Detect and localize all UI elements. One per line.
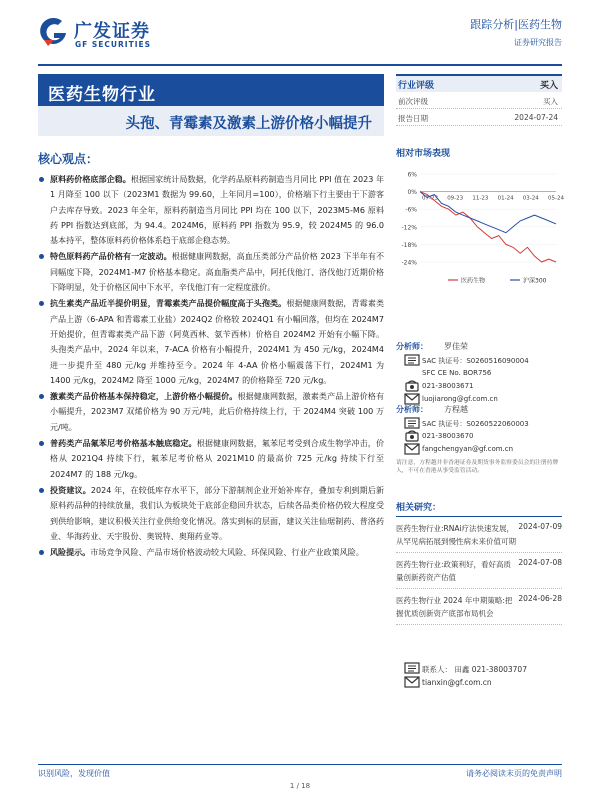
rating-label: 行业评级 (398, 81, 435, 91)
y-tick-label: 6% (407, 171, 417, 179)
phone-icon (404, 380, 420, 392)
header-divider (38, 64, 562, 66)
report-headline: 头孢、青霉素及激素上游价格小幅提升 (125, 116, 372, 132)
related-title[interactable]: 医药生物行业 2024 年中期策略:把握优质创新资产底部布局机会 (396, 596, 513, 618)
y-tick-label: -12% (401, 224, 417, 232)
legend-label: 沪深300 (523, 277, 547, 285)
brand-logo (38, 14, 178, 54)
point-lead: 抗生素类产品近半提价明显，青霉素类产品提价幅度高于头孢类。 (50, 299, 287, 309)
footer-slogan: 识别风险，发现价值 (38, 769, 110, 778)
id-card-icon (404, 417, 420, 429)
analyst-name: 方程越 (444, 405, 468, 414)
brand-name-en: GF SECURITIES (75, 40, 152, 49)
analyst-2 (396, 403, 562, 456)
related-item[interactable] (396, 522, 562, 553)
contact-line: 联系人： 田鑫 021-38003707 (422, 665, 527, 674)
analyst-email[interactable]: luojiarong@gf.com.cn (422, 395, 498, 403)
report-date-row (396, 109, 562, 126)
report-date-value: 2024-07-24 (514, 113, 558, 122)
y-tick-label: -6% (405, 206, 417, 214)
point-lead: 原料药价格底部企稳。 (50, 175, 131, 184)
point-text: 市场竞争风险、产品市场价格波动较大风险、环保风险、行业产业政策风险。 (90, 548, 364, 558)
point-lead: 投资建议。 (50, 485, 91, 495)
x-tick-label: 09-23 (447, 195, 464, 202)
point-item (38, 389, 384, 435)
y-tick-label: -24% (401, 259, 417, 267)
point-lead: 风险提示。 (50, 548, 91, 558)
id-card-icon (404, 662, 420, 674)
analyst-label: 分析师： (396, 342, 428, 351)
contact-email[interactable]: tianxin@gf.com.cn (422, 678, 492, 687)
point-lead: 激素类产品价格基本保持稳定，上游价格小幅提价。 (50, 392, 238, 402)
footer-divider (38, 764, 562, 765)
analyst-phone: 021-38003670 (422, 432, 474, 440)
email-icon (404, 676, 420, 688)
x-tick-label: 03-24 (522, 195, 539, 202)
point-item (38, 172, 384, 248)
point-item (38, 436, 384, 482)
rating-box (396, 74, 562, 126)
related-title[interactable]: 医药生物行业:政策利好，看好高质量创新药资产估值 (396, 560, 512, 582)
related-date: 2024-07-08 (518, 558, 562, 567)
chart-svg (396, 162, 562, 292)
analyst-sac: SAC 执证号：S0260516090004 (422, 357, 529, 365)
related-research (396, 500, 562, 625)
gf-logo-icon (38, 16, 68, 50)
related-item[interactable] (396, 558, 562, 589)
point-item (38, 296, 384, 388)
license-notice: 请注意，方程越并非香港证券及期货事务监察委员会的注册持牌人，不可在香港从事受监管活动。 (396, 460, 559, 474)
rating-header (396, 74, 562, 92)
point-lead: 特色原料药产品价格有一定波动。 (50, 252, 172, 262)
report-kind: 证券研究报告 (514, 38, 562, 47)
industry-title: 医药生物行业 (48, 85, 156, 105)
footer-disclaimer-link[interactable]: 请务必阅读末页的免责声明 (466, 769, 562, 778)
contact-block (396, 662, 562, 690)
point-item (38, 545, 384, 560)
rating-value: 买入 (539, 81, 558, 91)
related-date: 2024-06-28 (518, 594, 562, 603)
related-heading: 相关研究： (396, 500, 562, 517)
point-text: 根据健康网数据，激素类产品上游价格有小幅提升，2023M7 双烯价格为 90 万元/吨，此后价格持续上行，于 2024M4 突破 100 万元/吨。 (50, 392, 385, 432)
page-number: 1 / 18 (289, 782, 311, 790)
report-date-label: 报告日期 (398, 114, 428, 123)
relative-performance-chart (396, 162, 562, 292)
related-item[interactable] (396, 594, 562, 625)
point-text: 根据健康网数据，青霉素类产品上游（6-APA 和青霉素工业盐）2024Q2 价格较 2024Q1 有小幅回落，但均在 2024M7 开始提价，但青霉素类产品下游（阿莫西林、氨苄西林）价格自 2024M2 开始有小幅下降。头孢类产品中，2024 年以来，7-ACA 价格有小幅提升，2024M1 为 450 元/kg，2024M4 进一步提升至 480 元/kg 并维持至今。2024 年 4-AA 价格小幅震荡下行，2024M1 为 1400 元/kg，2024M2 降至 1000 元/kg，2024M7 的价格降至 720 元/kg。 (50, 299, 385, 385)
x-tick-label: 11-23 (472, 195, 489, 202)
point-text: 2024 年，在较低库存水平下，部分下游制剂企业开始补库存，叠加专利到期后新原料药品种的持续放量，我们认为板块处于底部企稳回升状态，后续各品类价格仍较大程度受到供给影响，建议积极关注行业供给变化情况。落实到标的层面，建议关注仙琚制药、普洛药业、华海药业、天宇股份、奥锐特、奥翔药业等。 (50, 485, 384, 541)
x-tick-label: 07-23 (422, 195, 438, 202)
analyst-name: 罗佳荣 (444, 342, 468, 351)
analyst-sac: SAC 执证号：S0260522060003 (422, 420, 529, 428)
y-tick-label: -18% (401, 241, 417, 249)
report-type-block (470, 16, 562, 48)
related-date: 2024-07-09 (518, 522, 562, 531)
headline-bar (38, 106, 384, 136)
point-item (38, 249, 384, 295)
analyst-email[interactable]: fangchengyan@gf.com.cn (422, 445, 514, 453)
x-tick-label: 01-24 (497, 195, 514, 202)
core-points (38, 172, 384, 561)
point-text: 根据健康网数据，高血压类部分产品价格 2023 下半年有不同幅度下降，2024M1-M7 价格基本稳定。高血脂类产品中，阿托伐他汀、洛伐他汀近期价格下降明显，处于价格区间中下水平，辛伐他汀有一定程度涨价。 (50, 252, 384, 293)
prev-rating-row (396, 92, 562, 109)
point-lead: 普药类产品氟苯尼考价格基本触底稳定。 (50, 439, 197, 449)
email-icon (404, 443, 420, 455)
related-title[interactable]: 医药生物行业:RNAi疗法快速发展，从罕见病拓展到慢性病未来价值可期 (396, 524, 516, 546)
report-type: 跟踪分析|医药生物 (470, 18, 562, 31)
prev-rating-value: 买入 (543, 97, 558, 106)
prev-rating-label: 前次评级 (398, 97, 428, 106)
point-text: 根据国家统计局数据，化学药品原料药制造当月同比 PPI 值在 2023 年 1 月降至 100 以下（2023M1 数据为 99.60，上年同月=100），价格端下行主要由于下游客户去库存导致。2023 年全年，原料药制造当月同比 PPI 均在 100 以下，2023M5-M6 原料药 PPI 指数达到底部，为 94.4。2024M6，原料药 PPI 指数为 95.9，较 2024M5 的 96.0 基本持平，整体原料药价格体系趋于底部企稳态势。 (50, 175, 384, 246)
phone-icon (404, 430, 420, 442)
analyst-phone: 021-38003671 (422, 382, 474, 390)
point-text: 根据健康网数据，氟苯尼考受到合成生物学冲击，价格从 2021Q4 持续下行，氟苯尼考价格从 2021M10 的最高价 725 元/kg 持续下行至 2024M7 的 188 元/kg。 (50, 439, 385, 479)
analyst-sfc: SFC CE No. BOR756 (422, 369, 492, 377)
x-tick-label: 05-24 (548, 195, 564, 202)
id-card-icon (404, 354, 420, 366)
point-item (38, 483, 384, 544)
brand-name-cn: 广发证券 (74, 21, 150, 42)
market-heading: 相对市场表现 (396, 149, 451, 159)
legend-label: 医药生物 (461, 277, 486, 285)
y-tick-label: 0% (407, 189, 417, 197)
core-heading: 核心观点： (38, 152, 99, 166)
analyst-label: 分析师： (396, 405, 428, 414)
analyst-1 (396, 340, 562, 406)
